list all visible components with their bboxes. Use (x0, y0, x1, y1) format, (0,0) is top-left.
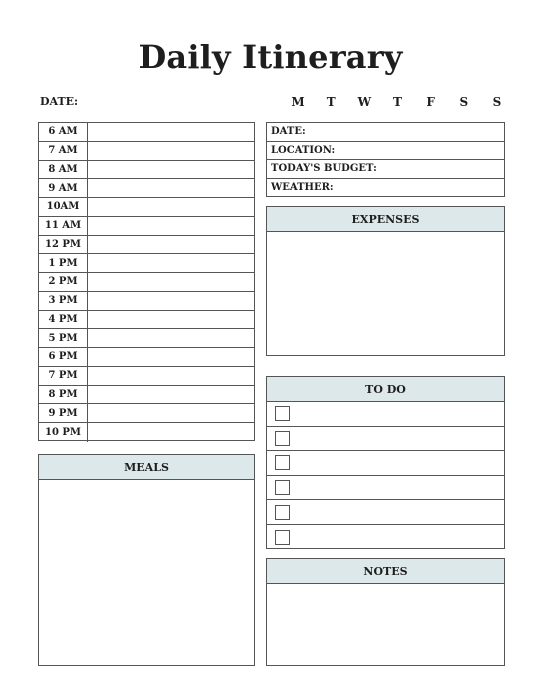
todo-item[interactable] (267, 476, 504, 501)
time-slot-field[interactable] (88, 161, 254, 179)
todo-item[interactable] (267, 427, 504, 452)
expenses-panel[interactable] (266, 206, 505, 356)
time-slot-field[interactable] (88, 179, 254, 197)
info-budget-field[interactable]: TODAY'S BUDGET: (267, 160, 504, 179)
time-label: 6 AM (39, 123, 88, 141)
checkbox-icon[interactable] (275, 431, 290, 446)
time-label: 4 PM (39, 311, 88, 329)
todo-item[interactable] (267, 402, 504, 427)
schedule-row (39, 273, 254, 292)
page-title: Daily Itinerary (138, 38, 403, 76)
time-label: 5 PM (39, 329, 88, 347)
todo-item[interactable] (267, 500, 504, 525)
meals-panel[interactable] (38, 454, 255, 666)
time-slot-field[interactable] (88, 292, 254, 310)
schedule-row (39, 254, 254, 273)
time-label: 8 PM (39, 386, 88, 404)
weekday-thursday[interactable]: T (393, 95, 402, 109)
todo-item[interactable] (267, 451, 504, 476)
todo-item[interactable] (267, 525, 504, 550)
time-slot-field[interactable] (88, 273, 254, 291)
schedule-row (39, 311, 254, 330)
schedule-row (39, 236, 254, 255)
todo-panel (266, 376, 505, 549)
notes-panel[interactable] (266, 558, 505, 666)
date-label: DATE: (40, 95, 79, 108)
checkbox-icon[interactable] (275, 406, 290, 421)
time-label: 1 PM (39, 254, 88, 272)
time-slot-field[interactable] (88, 386, 254, 404)
time-slot-field[interactable] (88, 404, 254, 422)
time-label: 8 AM (39, 161, 88, 179)
weekday-row (290, 95, 505, 109)
time-label: 9 PM (39, 404, 88, 422)
hourly-schedule (38, 122, 255, 441)
notes-heading: NOTES (267, 559, 504, 584)
checkbox-icon[interactable] (275, 505, 290, 520)
time-label: 7 AM (39, 142, 88, 160)
time-slot-field[interactable] (88, 123, 254, 141)
schedule-row (39, 217, 254, 236)
time-slot-field[interactable] (88, 311, 254, 329)
schedule-row (39, 404, 254, 423)
time-label: 12 PM (39, 236, 88, 254)
schedule-row (39, 348, 254, 367)
time-label: 9 AM (39, 179, 88, 197)
schedule-row (39, 179, 254, 198)
time-label: 6 PM (39, 348, 88, 366)
todo-heading: TO DO (267, 377, 504, 402)
trip-info-box (266, 122, 505, 197)
time-slot-field[interactable] (88, 329, 254, 347)
checkbox-icon[interactable] (275, 530, 290, 545)
time-slot-field[interactable] (88, 367, 254, 385)
time-label: 2 PM (39, 273, 88, 291)
checkbox-icon[interactable] (275, 455, 290, 470)
time-slot-field[interactable] (88, 236, 254, 254)
schedule-row (39, 386, 254, 405)
schedule-row (39, 367, 254, 386)
info-weather-field[interactable]: WEATHER: (271, 182, 334, 194)
time-label: 10 PM (39, 423, 88, 442)
time-slot-field[interactable] (88, 348, 254, 366)
time-slot-field[interactable] (88, 142, 254, 160)
weekday-monday[interactable]: M (291, 95, 305, 109)
info-location-field[interactable]: LOCATION: (267, 142, 504, 161)
info-date-field[interactable]: DATE: (267, 123, 504, 142)
weekday-friday[interactable]: F (426, 95, 435, 109)
checkbox-icon[interactable] (275, 480, 290, 495)
weekday-sunday[interactable]: S (492, 95, 502, 109)
weekday-tuesday[interactable]: T (326, 95, 336, 109)
schedule-row (39, 142, 254, 161)
weekday-wednesday[interactable]: W (357, 95, 372, 109)
meals-heading: MEALS (39, 455, 254, 480)
time-label: 11 AM (39, 217, 88, 235)
time-label: 3 PM (39, 292, 88, 310)
schedule-row (39, 329, 254, 348)
time-label: 10AM (39, 198, 88, 216)
time-slot-field[interactable] (88, 423, 254, 442)
schedule-row (39, 123, 254, 142)
schedule-row (39, 292, 254, 311)
time-slot-field[interactable] (88, 217, 254, 235)
time-label: 7 PM (39, 367, 88, 385)
weekday-saturday[interactable]: S (459, 95, 469, 109)
schedule-row (39, 198, 254, 217)
time-slot-field[interactable] (88, 198, 254, 216)
expenses-heading: EXPENSES (267, 207, 504, 232)
time-slot-field[interactable] (88, 254, 254, 272)
schedule-row (39, 423, 254, 442)
schedule-row (39, 161, 254, 180)
